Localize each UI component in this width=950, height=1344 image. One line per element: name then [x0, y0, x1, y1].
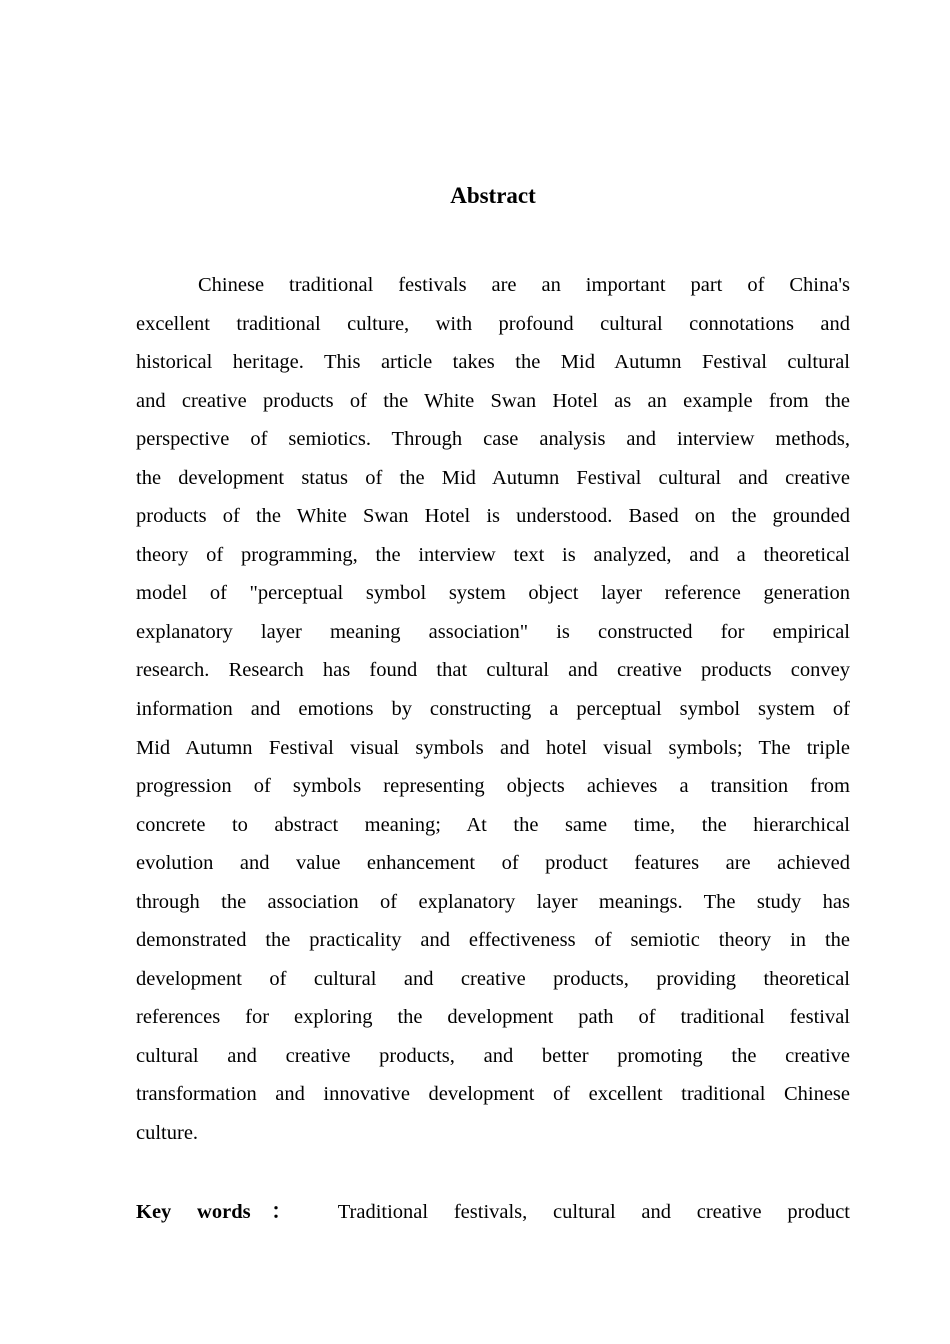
- abstract-line: perspective of semiotics. Through case analysis and interview methods,: [136, 428, 850, 451]
- keywords-text: Traditional festivals, cultural and creative product: [337, 1201, 850, 1223]
- abstract-line: progression of symbols representing objects achieves a transition from: [136, 775, 850, 798]
- abstract-line: historical heritage. This article takes the Mid Autumn Festival cultural: [136, 351, 850, 374]
- abstract-line: excellent traditional culture, with profound cultural connotations and: [136, 312, 850, 335]
- keywords-line: [136, 1193, 850, 1231]
- abstract-line: explanatory layer meaning association" is constructed for empirical: [136, 620, 850, 643]
- abstract-line: information and emotions by constructing a perceptual symbol system of: [136, 698, 850, 721]
- abstract-line: and creative products of the White Swan Hotel as an example from the: [136, 389, 850, 412]
- abstract-line: evolution and value enhancement of product features are achieved: [136, 852, 850, 875]
- abstract-line: Chinese traditional festivals are an important part of China's: [198, 274, 850, 296]
- abstract-line: cultural and creative products, and better promoting the creative: [136, 1044, 850, 1067]
- abstract-line: the development status of the Mid Autumn Festival cultural and creative: [136, 466, 850, 489]
- abstract-line: theory of programming, the interview text is analyzed, and a theoretical: [136, 543, 850, 566]
- abstract-line: references for exploring the development path of traditional festival: [136, 1006, 850, 1029]
- abstract-line: Mid Autumn Festival visual symbols and hotel visual symbols; The triple: [136, 736, 850, 759]
- abstract-line: model of "perceptual symbol system object layer reference generation: [136, 582, 850, 605]
- abstract-heading: Abstract: [450, 183, 536, 208]
- abstract-line: through the association of explanatory layer meanings. The study has: [136, 890, 850, 913]
- keywords-label: Key words：: [136, 1201, 313, 1223]
- abstract-line: transformation and innovative development of excellent traditional Chinese: [136, 1083, 850, 1106]
- abstract-line: concrete to abstract meaning; At the same time, the hierarchical: [136, 813, 850, 836]
- abstract-line: culture.: [136, 1122, 199, 1145]
- abstract-line: research. Research has found that cultural and creative products convey: [136, 659, 850, 682]
- abstract-line: demonstrated the practicality and effectiveness of semiotic theory in the: [136, 929, 850, 952]
- abstract-line: development of cultural and creative products, providing theoretical: [136, 967, 850, 990]
- abstract-line: products of the White Swan Hotel is understood. Based on the grounded: [136, 505, 850, 528]
- abstract-body: [136, 266, 850, 1153]
